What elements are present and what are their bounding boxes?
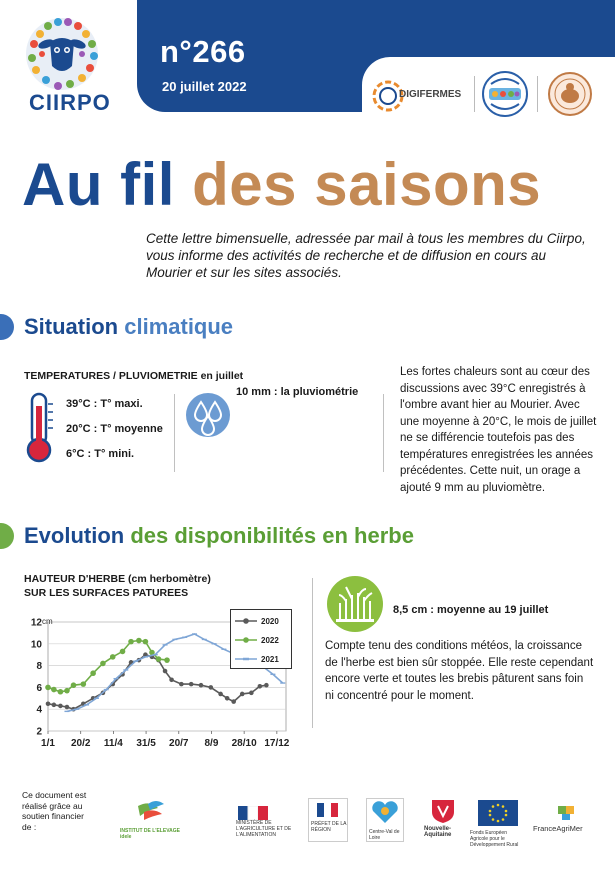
section-marker-herbe (0, 523, 14, 549)
feader-label: Fonds Européen Agricole pour le Développement Rural (470, 830, 519, 848)
chart-point-2022 (51, 687, 57, 693)
legend-marker-2022 (243, 637, 249, 643)
chart-point-2020 (264, 683, 269, 688)
issue-number: n°266 (160, 34, 246, 69)
chart-point-2022 (58, 689, 64, 695)
issue-date: 20 juillet 2022 (162, 79, 247, 94)
section-title-herbe-part1: Evolution (24, 523, 125, 548)
title-part-2: des saisons (192, 151, 542, 218)
chart-x-ticks (41, 731, 290, 749)
chart-point-2020 (189, 682, 194, 687)
chart-point-2020 (258, 684, 263, 689)
chart-point-2020 (169, 677, 174, 682)
chart-point-2022 (110, 654, 116, 660)
idele-label: INSTITUT DE L'ELEVAGE idele (120, 828, 180, 840)
chart-legend (230, 609, 292, 669)
chart-y-label: cm (42, 617, 53, 626)
climat-subheading: TEMPERATURES / PLUVIOMETRIE en juillet (24, 370, 244, 382)
nouvelle-aquitaine-logo (428, 798, 458, 824)
chart-x-tick-label: 1/1 (41, 738, 55, 749)
quality-label-badge (481, 70, 529, 118)
chart-point-2022 (120, 649, 126, 655)
temp-moyenne: 20°C : T° moyenne (66, 423, 163, 435)
chart-point-2020 (199, 683, 204, 688)
franceagrimer-label: FranceAgriMer (533, 824, 583, 833)
chart-y-ticks (31, 618, 43, 738)
divider (383, 394, 384, 472)
chart-y-tick-label: 10 (30, 639, 42, 651)
chart-point-2020 (52, 703, 57, 708)
chart-point-2022 (90, 670, 96, 676)
centre-val-de-loire-label: Centre-Val de Loire (369, 829, 400, 841)
chart-y-tick-label: 12 (30, 617, 42, 629)
ciirpo-wordmark: CIIRPO (29, 90, 111, 115)
chart-series-line-2022 (48, 641, 167, 692)
chart-point-2022 (71, 682, 77, 688)
nouvelle-aquitaine-label: Nouvelle-Aquitaine (424, 826, 452, 838)
chart-point-2022 (128, 639, 134, 645)
chart-heading-line1: HAUTEUR D'HERBE (cm herbomètre) (24, 573, 211, 585)
heart-icon (367, 799, 403, 825)
chart-point-2022 (81, 681, 87, 687)
temp-min: 6°C : T° mini. (66, 448, 135, 460)
chart-point-2020 (46, 701, 51, 706)
intro-paragraph: Cette lettre bimensuelle, adressée par mail à tous les membres du Ciirpo, vous informe des activités de recherche et de diffusion en cours au Mourier et sur les sites associés. (146, 231, 586, 280)
chart-x-tick-label: 17/12 (264, 738, 290, 749)
chart-x-tick-label: 8/9 (204, 738, 219, 749)
chart-point-2020 (209, 685, 214, 690)
franceagrimer-logo (556, 804, 578, 822)
chart-point-2020 (163, 669, 168, 674)
grass-height-stat: 8,5 cm : moyenne au 19 juillet (393, 604, 549, 616)
section-title-herbe-part2: des disponibilités en herbe (130, 523, 414, 548)
ministere-label: MINISTÈRE DE L'AGRICULTURE ET DE L'ALIMENTATION (236, 820, 292, 838)
chart-point-2022 (45, 685, 51, 691)
digifermes-label: DIGIFERMES (399, 89, 462, 100)
section-title-climat-part2: climatique (124, 314, 234, 339)
chart-y-tick-label: 8 (36, 661, 42, 673)
chart-point-2020 (225, 696, 230, 701)
rain-drops-icon (185, 392, 231, 438)
legend-label-2021: 2021 (261, 655, 279, 664)
chart-x-tick-label: 11/4 (103, 738, 123, 749)
section-marker-climat (0, 314, 14, 340)
chart-point-2020 (65, 705, 70, 710)
ovine-seal-badge (546, 70, 594, 118)
chart-point-2022 (64, 688, 70, 694)
chart-point-2020 (240, 692, 245, 697)
ciirpo-sheep-logo (22, 14, 102, 94)
pluviometrie: 10 mm : la pluviométrie (236, 386, 359, 398)
legend-label-2022: 2022 (261, 636, 279, 645)
chart-x-tick-label: 20/7 (169, 738, 189, 749)
legend-label-2020: 2020 (261, 617, 279, 626)
chart-point-2022 (156, 656, 162, 662)
chart-point-2020 (218, 692, 223, 697)
chart-point-2022 (136, 638, 142, 644)
grass-icon (326, 575, 384, 633)
chart-point-2020 (231, 699, 236, 704)
logo-divider (537, 76, 538, 112)
chart-heading-line2: SUR LES SURFACES PATUREES (24, 587, 189, 599)
divider (174, 394, 175, 472)
title-part-1: Au fil (22, 151, 175, 218)
prefet-label: PRÉFET DE LA RÉGION (311, 821, 347, 833)
chart-y-tick-label: 2 (36, 726, 42, 738)
eu-flag-logo (478, 800, 518, 826)
legend-marker-2020 (243, 618, 249, 624)
prefet-logo (308, 798, 348, 842)
flag-icon (309, 803, 347, 817)
support-text: Ce document est réalisé grâce au soutien financier de : (22, 790, 87, 832)
chart-point-2020 (179, 682, 184, 687)
herbe-paragraph: Compte tenu des conditions météos, la croissance de l'herbe est bien sûr stoppée. Elle reste cependant encore verte et toutes les brebis pâturent sans foin ni concentré pour le moment. (325, 640, 594, 702)
thermometer-icon (22, 392, 56, 464)
chart-point-2022 (164, 657, 170, 663)
chart-x-tick-label: 20/2 (70, 738, 91, 749)
chart-x-tick-label: 31/5 (136, 738, 156, 749)
centre-val-de-loire-logo (366, 798, 404, 842)
chart-point-2022 (100, 661, 106, 667)
chart-point-2022 (143, 639, 149, 645)
section-title-herbe (24, 523, 414, 549)
ministere-logo (238, 806, 268, 820)
climat-paragraph: Les fortes chaleurs sont au cœur des discussions avec 39°C enregistrés à l'ombre avant hier au Mourier. Avec une moyenne à 20°C, le mois de juillet ne se différencie toutefois pas des températures enregistrées les années précédentes. Cette nuit, un orage a ajouté 9 mm au pluviomètre. (400, 366, 597, 494)
chart-point-2020 (58, 704, 63, 709)
section-title-climat-part1: Situation (24, 314, 119, 339)
logo-divider (474, 76, 475, 112)
chart-point-2020 (249, 691, 254, 696)
temp-max: 39°C : T° maxi. (66, 398, 143, 410)
newsletter-title (22, 150, 541, 219)
chart-x-tick-label: 28/10 (231, 738, 257, 749)
divider (312, 578, 313, 728)
chart-y-tick-label: 4 (36, 704, 42, 716)
section-title-climat (24, 314, 233, 340)
chart-y-tick-label: 6 (36, 682, 42, 694)
